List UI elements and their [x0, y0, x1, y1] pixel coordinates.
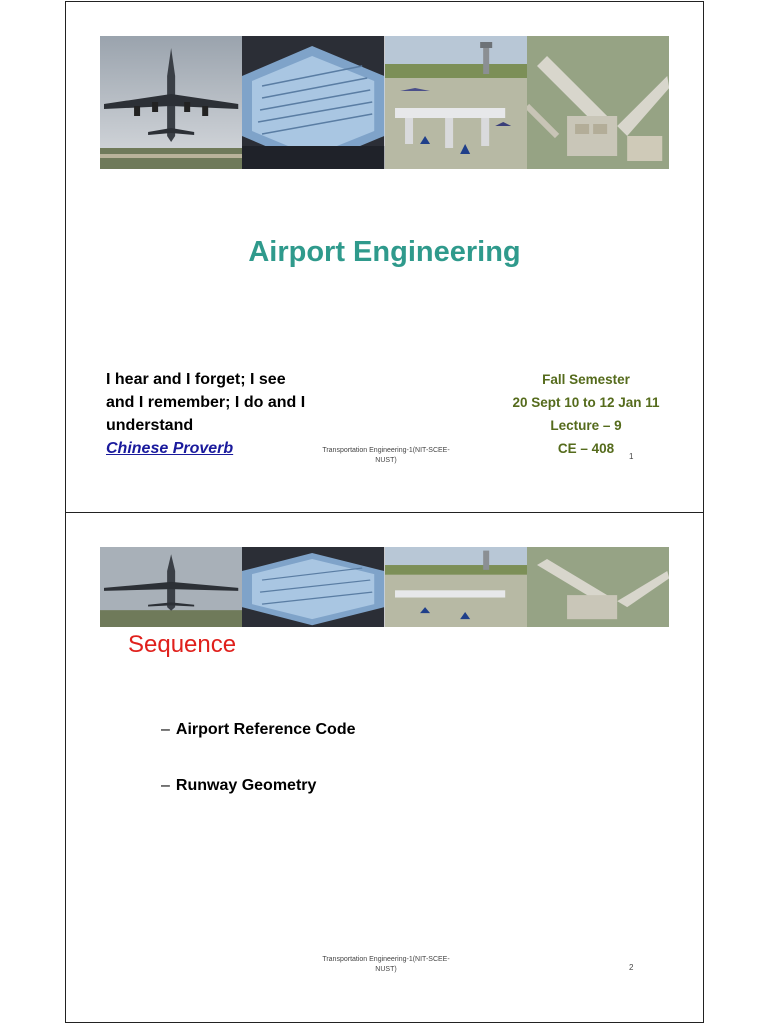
slide-footer: [301, 955, 471, 975]
aerial-terminal-photo: [527, 547, 669, 627]
bullet-marker: –: [161, 721, 170, 738]
airport-apron-photo: [385, 36, 527, 169]
proverb-line: and I remember; I do and I: [106, 394, 306, 411]
bullet-item: [161, 777, 356, 833]
terminal-roof-photo: [242, 36, 384, 169]
bullet-text: Airport Reference Code: [175, 721, 356, 738]
slide-title: Sequence: [128, 631, 237, 658]
banner-photo-strip: [100, 36, 669, 169]
bullet-marker: –: [161, 777, 170, 794]
slide-1: [65, 1, 704, 513]
bullet-text: Runway Geometry: [175, 777, 317, 794]
date-range: 20 Sept 10 to 12 Jan 11: [512, 395, 660, 410]
airplane-takeoff-photo: [100, 36, 242, 169]
terminal-roof-photo: [242, 547, 384, 627]
course-code: CE – 408: [557, 441, 615, 456]
proverb-line: understand: [106, 417, 194, 434]
presentation-title: Airport Engineering: [248, 236, 521, 268]
footer-line: Transportation Engineering-1(NIT-SCEE-: [322, 447, 450, 454]
banner-photo-strip: [100, 547, 669, 627]
bullet-list: [161, 721, 356, 833]
page-number: 1: [629, 452, 634, 461]
proverb-source-link[interactable]: Chinese Proverb: [106, 440, 234, 457]
aerial-terminal-photo: [527, 36, 669, 169]
page-number: 2: [629, 963, 634, 972]
footer-line: Transportation Engineering-1(NIT-SCEE-: [322, 956, 450, 963]
bullet-item: [161, 721, 356, 777]
slide-footer: [301, 446, 471, 466]
slide-2: [65, 512, 704, 1023]
course-info: [486, 368, 686, 460]
footer-line: NUST): [375, 966, 397, 973]
footer-line: NUST): [375, 457, 397, 464]
proverb-line: I hear and I forget; I see: [106, 371, 286, 388]
airport-apron-photo: [385, 547, 527, 627]
airplane-takeoff-photo: [100, 547, 242, 627]
lecture-number: Lecture – 9: [550, 418, 622, 433]
semester-label: Fall Semester: [542, 372, 630, 387]
